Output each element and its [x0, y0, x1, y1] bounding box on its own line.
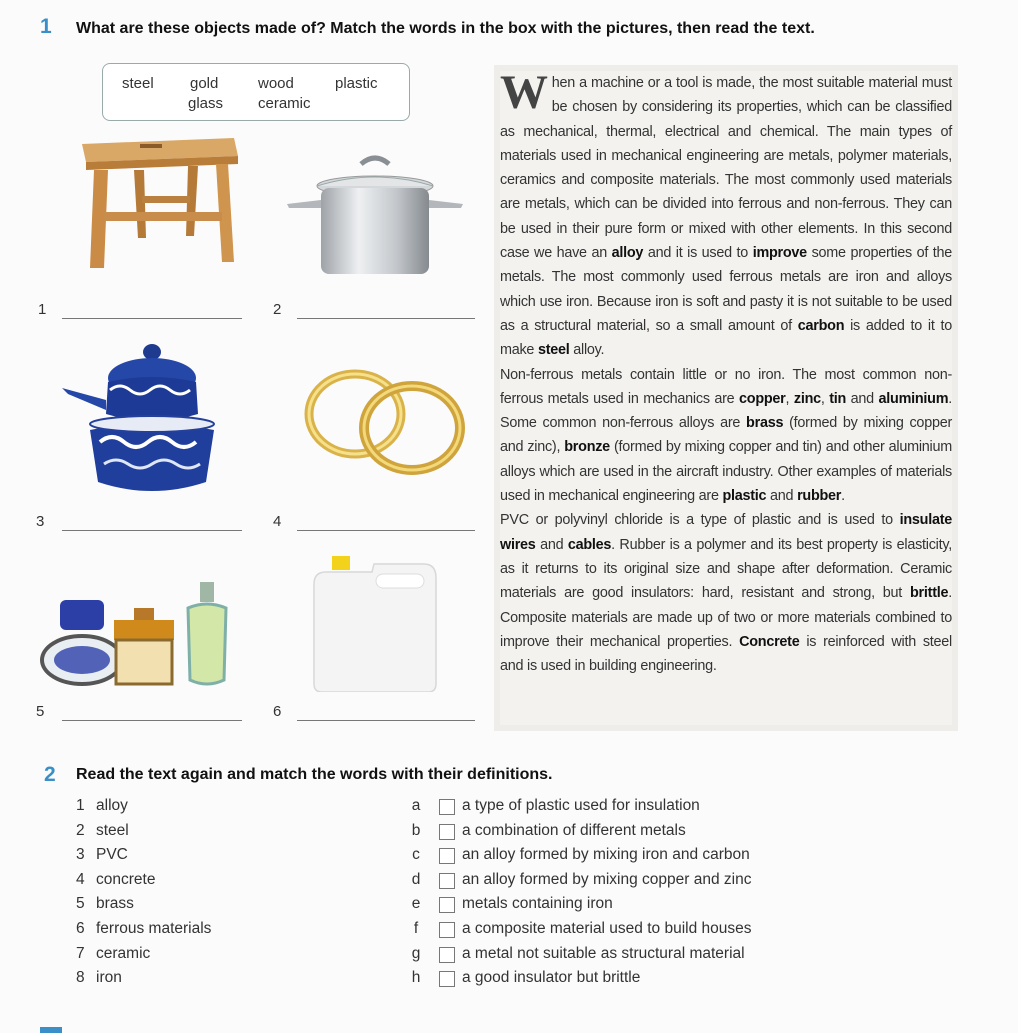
- exercise-1-instruction: What are these objects made of? Match the words in the box with the pictures, then read the text.: [76, 20, 815, 37]
- paragraph-3-text: . Rubber is a polymer and its best property is elasticity, as it returns to its original size and shape after deformation. Ceramic materials are good insulators: hard, resistant and strong, but: [500, 536, 952, 602]
- word-box: [102, 63, 410, 121]
- paragraph-2-text: (formed by mixing copper and zinc),: [500, 415, 952, 456]
- word-item-label: concrete: [96, 871, 156, 888]
- definition-letter: f: [413, 920, 419, 937]
- reading-paragraph-2: [500, 363, 952, 509]
- paragraph-1-key-term: steel: [537, 342, 570, 359]
- paragraph-2-text: (formed by mixing copper and tin) and other aluminium alloys which are used in the aircraft industry. Other examples of materials used in mechanical engineering are: [500, 439, 952, 505]
- definition-letter: g: [411, 945, 421, 962]
- word-item-label: brass: [96, 895, 134, 912]
- paragraph-3-key-term: brittle: [910, 585, 949, 602]
- definition-letter: c: [412, 846, 420, 863]
- picture-label-4: 4: [273, 513, 282, 530]
- paragraph-1-text: and it is used to: [643, 245, 753, 262]
- paragraph-2-text: and: [766, 488, 798, 505]
- word-item-label: alloy: [96, 797, 128, 814]
- word-wood: wood: [258, 75, 294, 92]
- paragraph-2-text: Non-ferrous metals contain little or no iron. The most common non-ferrous metals used in mechanics are: [500, 366, 952, 407]
- paragraph-3-text: . Composite materials are made up of two or more materials combined to improve their mechanical properties.: [500, 585, 952, 650]
- word-steel: steel: [122, 75, 154, 92]
- picture-label-2: 2: [273, 301, 282, 318]
- paragraph-3-key-term: insulate wires: [500, 512, 952, 553]
- word-item-label: ceramic: [96, 945, 151, 962]
- paragraph-1-text: alloy.: [569, 342, 605, 359]
- definition-text: a metal not suitable as structural material: [462, 945, 745, 962]
- word-item-label: PVC: [96, 846, 128, 863]
- paragraph-3-text: PVC or polyvinyl chloride is a type of plastic and is used to: [500, 512, 900, 529]
- picture-label-6: 6: [273, 703, 282, 720]
- paragraph-2-text: .: [841, 488, 845, 505]
- word-item-7: 7: [76, 945, 85, 962]
- answer-line-4[interactable]: [297, 530, 475, 531]
- definition-text: a combination of different metals: [462, 822, 686, 839]
- answer-line-3[interactable]: [62, 530, 242, 531]
- word-item-label: steel: [96, 822, 129, 839]
- answer-line-5[interactable]: [62, 720, 242, 721]
- paragraph-2-key-term: bronze: [564, 439, 610, 456]
- answer-line-2[interactable]: [297, 318, 475, 319]
- definition-text: a good insulator but brittle: [462, 969, 641, 986]
- word-item-3: 3: [76, 846, 85, 863]
- definition-text: metals containing iron: [462, 895, 613, 912]
- answer-checkbox[interactable]: [439, 947, 455, 963]
- page-accent-mark: [40, 1027, 62, 1033]
- word-ceramic: ceramic: [258, 95, 311, 112]
- definition-text: an alloy formed by mixing iron and carbon: [462, 846, 750, 863]
- gold-rings-image: [300, 362, 470, 478]
- word-item-2: 2: [76, 822, 85, 839]
- answer-checkbox[interactable]: [439, 873, 455, 889]
- paragraph-2-text: and: [846, 390, 879, 407]
- paragraph-3-text: and: [535, 536, 568, 553]
- word-glass: glass: [188, 95, 224, 112]
- paragraph-1-text: some properties of the metals. The most commonly used ferrous metals are iron and alloys which use iron. Because iron is soft and pasty it is not suitable to be used as a structural material, so a small amount of: [500, 245, 953, 334]
- paragraph-2-key-term: brass: [746, 415, 784, 432]
- answer-checkbox[interactable]: [439, 897, 455, 913]
- paragraph-1-key-term: improve: [752, 245, 807, 262]
- paragraph-2-key-term: tin: [829, 390, 847, 407]
- definition-text: a type of plastic used for insulation: [462, 797, 700, 814]
- word-item-5: 5: [76, 895, 85, 912]
- answer-checkbox[interactable]: [439, 799, 455, 815]
- answer-checkbox[interactable]: [439, 848, 455, 864]
- answer-line-6[interactable]: [297, 720, 475, 721]
- ceramic-teapot-image: [60, 342, 220, 500]
- definition-letter: a: [411, 797, 421, 814]
- word-item-label: ferrous materials: [96, 920, 212, 937]
- picture-label-1: 1: [38, 301, 47, 318]
- paragraph-2-key-term: copper: [739, 390, 786, 407]
- steel-pot-image: [285, 152, 465, 280]
- word-plastic: plastic: [335, 75, 378, 92]
- paragraph-1-text: hen a machine or a tool is made, the most suitable material must be chosen by considering its properties, which can be classified as mechanical, thermal, electrical and chemical. The main types of materials used in mechanical engineering are metals, polymer materials, ceramics and composite materials. The most commonly used materials are metals, which can be divided into ferrous and non-ferrous. They can be used in their pure form or mixed with other elements. In this second case we have an: [500, 75, 952, 262]
- definition-letter: d: [411, 871, 421, 888]
- word-item-6: 6: [76, 920, 85, 937]
- reading-paragraph-1-body: [500, 66, 953, 359]
- paragraph-2-key-term: plastic: [722, 488, 767, 505]
- paragraph-2-text: . Some common non-ferrous alloys are: [500, 390, 953, 432]
- paragraph-1-text: is added to it to make: [500, 317, 952, 359]
- exercise-2-instruction: Read the text again and match the words with their definitions.: [76, 766, 553, 783]
- paragraph-2-text: ,: [820, 390, 830, 407]
- glass-bottles-image: [38, 578, 236, 690]
- word-item-8: 8: [76, 969, 85, 986]
- paragraph-2-text: ,: [785, 390, 794, 407]
- word-item-label: iron: [96, 969, 122, 986]
- wooden-stool-image: [76, 134, 241, 274]
- exercise-1-number: 1: [40, 15, 52, 38]
- answer-checkbox[interactable]: [439, 922, 455, 938]
- word-item-4: 4: [76, 871, 85, 888]
- answer-checkbox[interactable]: [439, 971, 455, 987]
- reading-text: [500, 66, 953, 725]
- paragraph-1-key-term: alloy: [611, 245, 644, 262]
- paragraph-3-key-term: Concrete: [739, 633, 800, 650]
- reading-paragraph-1: [500, 66, 953, 363]
- exercise-2-number: 2: [44, 763, 56, 786]
- definition-text: a composite material used to build houses: [462, 920, 752, 937]
- word-gold: gold: [190, 75, 219, 92]
- word-item-1: 1: [76, 797, 85, 814]
- plastic-canister-image: [312, 552, 438, 692]
- paragraph-2-key-term: rubber: [797, 488, 842, 505]
- answer-line-1[interactable]: [62, 318, 242, 319]
- answer-checkbox[interactable]: [439, 824, 455, 840]
- definition-letter: e: [411, 895, 421, 912]
- definition-letter: h: [411, 969, 421, 986]
- paragraph-2-key-term: aluminium: [878, 390, 949, 407]
- drop-cap: W: [500, 66, 548, 119]
- picture-label-5: 5: [36, 703, 45, 720]
- reading-paragraph-3: [500, 508, 952, 678]
- picture-label-3: 3: [36, 513, 45, 530]
- paragraph-3-key-term: cables: [567, 536, 612, 553]
- paragraph-2-key-term: zinc: [793, 390, 821, 407]
- definition-text: an alloy formed by mixing copper and zinc: [462, 871, 752, 888]
- paragraph-1-key-term: carbon: [797, 317, 845, 334]
- definition-letter: b: [411, 822, 421, 839]
- paragraph-3-text: is reinforced with steel and is used in building engineering.: [500, 633, 952, 675]
